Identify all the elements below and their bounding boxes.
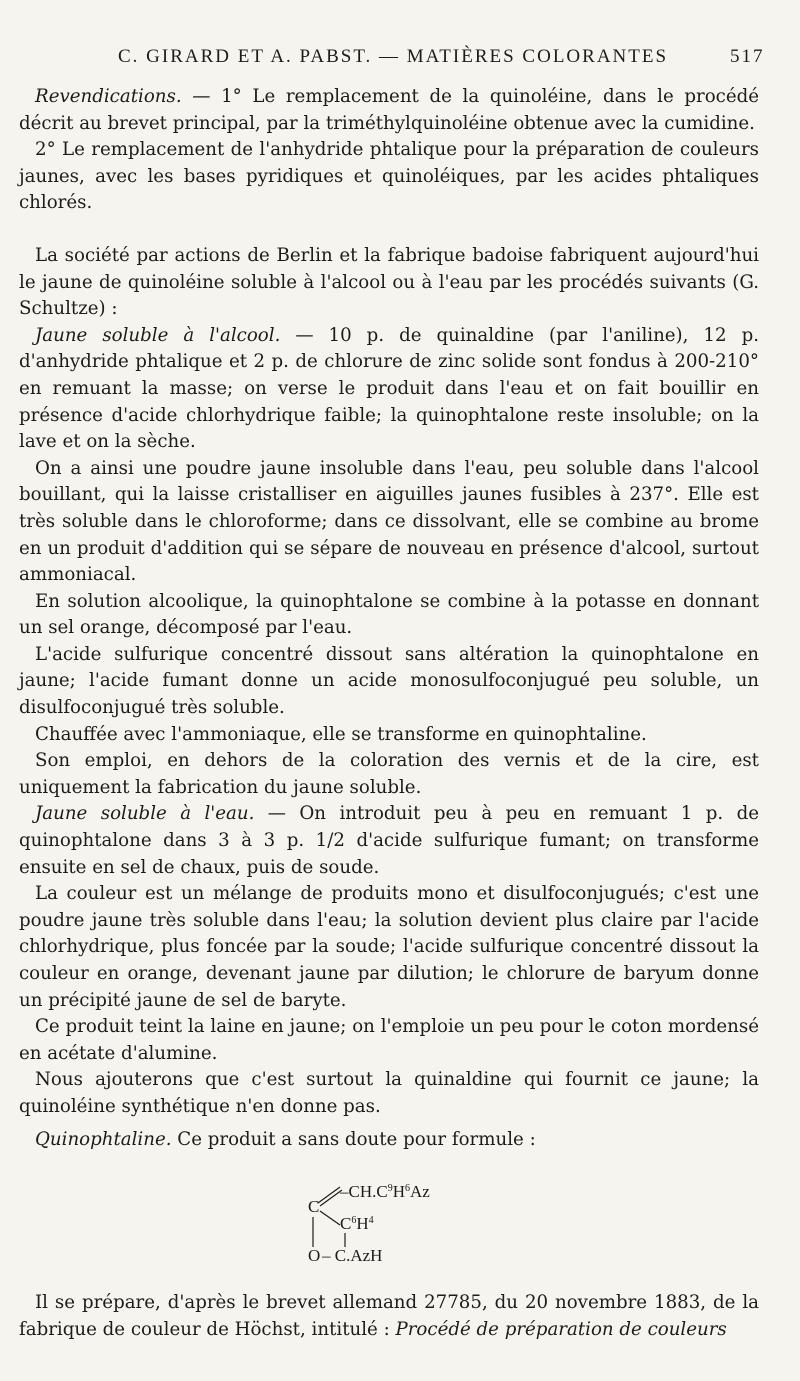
- revendications-text: — 1° Le remplacement de la quinoléine, dans le procédé décrit au brevet principal, par la triméthylquinoléine obtenue avec la cumidine.: [19, 86, 759, 134]
- paragraph-solution: En solution alcoolique, la quinophtalone se combine à la potasse en donnant un sel orange, décomposé par l'eau.: [19, 590, 759, 639]
- page-number: 517: [730, 46, 765, 67]
- paragraph-jaune-eau: [19, 801, 759, 881]
- formula-bottom-group: – C.AzH: [322, 1246, 383, 1265]
- paragraph-emploi: Son emploi, en dehors de la coloration des vernis et de la cire, est uniquement la fabrication du jaune soluble.: [19, 750, 759, 798]
- jaune-alcool-text: — 10 p. de quinaldine (par l'aniline), 12 p. d'anhydride phtalique et 2 p. de chlorure de zinc solide sont fondus à 200-210° en remuant la masse; on verse le produit dans l'eau et on fait bouillir en présence d'acide chlorhydrique faible; la quinophtalone reste insoluble; on la lave et on la sèche.: [19, 324, 759, 453]
- paragraph-produit: Ce produit teint la laine en jaune; on l'emploie un peu pour le coton mordensé en acétate d'alumine.: [19, 1016, 759, 1064]
- paragraph-couleur: La couleur est un mélange de produits mono et disulfoconjugués; c'est une poudre jaune très soluble dans l'eau; la solution devient plus claire par l'acide chlorhydrique, plus foncée par la soude; l'acide sulfurique concentré dissout la couleur en orange, devenant jaune par dilution; le chlorure de baryum donne un précipité jaune de sel de baryte.: [19, 883, 759, 1011]
- header-title: C. GIRARD ET A. PABST. — MATIÈRES COLORANTES: [118, 46, 669, 67]
- quinophtaline-label: Quinophtaline.: [35, 1128, 172, 1150]
- paragraph-poudre: On a ainsi une poudre jaune insoluble dans l'eau, peu soluble dans l'alcool bouillant, qui la laisse cristalliser en aiguilles jaunes fusibles à 237°. Elle est très soluble dans le chloroforme; dans ce dissolvant, elle se combine au brome en un produit d'addition qui se sépare de nouveau en présence d'alcool, surtout ammoniacal.: [19, 457, 759, 586]
- paragraph-jaune-alcool: [19, 323, 759, 456]
- paragraph-brevet: [19, 1290, 759, 1343]
- formula-o-atom: O: [308, 1246, 321, 1265]
- jaune-eau-label: Jaune soluble à l'eau.: [35, 803, 255, 825]
- formula-mid-group: $C^6H^4$: [340, 1214, 374, 1233]
- revendications-second-claim: 2° Le remplacement de l'anhydride phtalique pour la préparation de couleurs jaunes, avec les bases pyridiques et quinoléiques, par les acides phtaliques chlorés.: [19, 139, 759, 214]
- jaune-eau-text: — On introduit peu à peu en remuant 1 p. de quinophtalone dans 3 à 3 p. 1/2 d'acide sulfurique fumant; on transforme ensuite en sel de chaux, puis de soude.: [19, 803, 759, 878]
- brevet-text: Il se prépare, d'après le brevet allemand 27785, du 20 novembre 1883, de la fabrique de couleur de Höchst, intitulé :: [19, 1292, 759, 1340]
- page-body: [19, 84, 759, 1153]
- formula-drawing: [300, 1175, 500, 1275]
- bond-double-b: [320, 1190, 342, 1206]
- paragraph-societe: La société par actions de Berlin et la fabrique badoise fabriquent aujourd'hui le jaune de quinoléine soluble à l'alcool ou à l'eau par les procédés suivants (G. Schultze) :: [19, 244, 759, 320]
- paragraph-chauffee: Chauffée avec l'ammoniaque, elle se transforme en quinophtaline.: [35, 723, 647, 745]
- bond-lower: [320, 1211, 340, 1225]
- running-header: [0, 46, 800, 76]
- brevet-title: Procédé de préparation de couleurs: [395, 1318, 727, 1340]
- formula-top-group: $-CH.C^9H^6Az$: [340, 1182, 430, 1201]
- chemical-formula: [300, 1175, 500, 1275]
- revendications-paragraph: [19, 84, 759, 137]
- paragraph-acide: L'acide sulfurique concentré dissout sans altération la quinophtalone en jaune; l'acide fumant donne un acide monosulfoconjugué peu soluble, un disulfoconjugué très soluble.: [19, 643, 759, 719]
- paragraph-nous: Nous ajouterons que c'est surtout la quinaldine qui fournit ce jaune; la quinoléine synthétique n'en donne pas.: [19, 1069, 759, 1117]
- formula-c-atom: C: [308, 1197, 320, 1216]
- bond-double-a: [318, 1187, 340, 1203]
- paragraph-quinophtaline: [19, 1127, 759, 1154]
- revendications-label: Revendications.: [35, 86, 182, 107]
- jaune-alcool-label: Jaune soluble à l'alcool.: [35, 324, 281, 346]
- quinophtaline-text: Ce produit a sans doute pour formule :: [171, 1128, 536, 1150]
- final-paragraph: [19, 1290, 759, 1343]
